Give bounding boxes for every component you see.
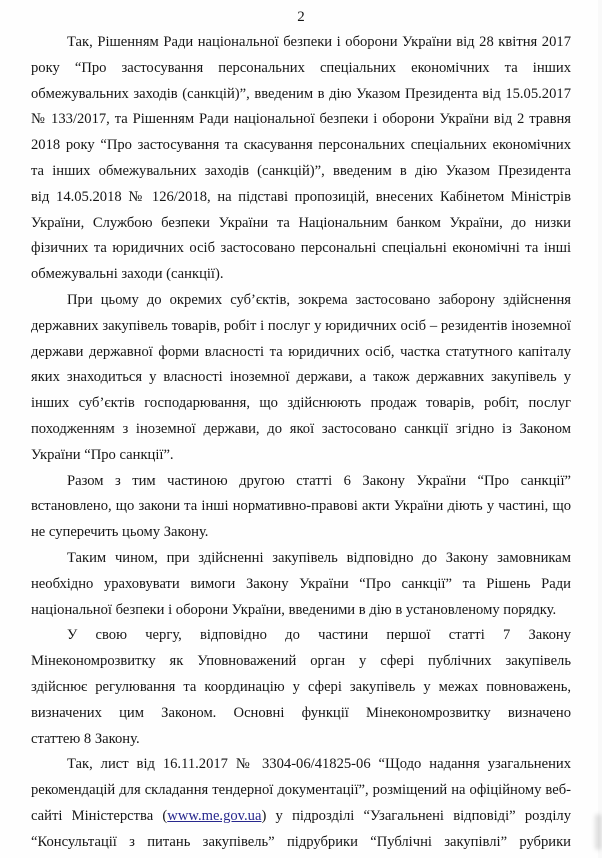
text-line: рекомендацій для складання тендерної документації”, розміщений на офіційному веб- [31,782,571,799]
text-line: інших суб’єктів господарювання, що здійснюють продаж товарів, робіт, послуг [31,395,571,412]
text-line: Разом з тим частиною другою статті 6 Закону України “Про санкції” [67,472,571,489]
line-segment: сайті Міністерства ( [31,807,168,824]
paragraph [31,752,571,855]
text-line: необхідно ураховувати вимоги Закону України “Про санкції” та Рішень Ради [31,575,571,592]
text-line: не суперечить цьому Закону. [31,524,209,541]
scan-artifact [595,814,602,850]
text-line: Так, Рішенням Ради національної безпеки і оборони України від 28 квітня 2017 [67,34,571,50]
text-line: України “Про санкції”. [31,446,174,463]
scan-edge-shade [598,0,602,858]
text-line: Так, лист від 16.11.2017 № 3304-06/41825-06 “Щодо надання узагальнених [67,756,571,773]
text-line: статтею 8 Закону. [31,730,140,747]
text-line: 2018 року “Про застосування та скасування персональних спеціальних економічних [31,137,571,154]
text-line: фізичних та юридичних осіб застосовано персональні спеціальні економічні та інші [31,240,571,257]
line-segment: ) у підрозділі “Узагальнені відповіді” розділу [261,807,571,824]
text-line: року “Про застосування персональних спеціальних економічних та інших [31,59,571,76]
text-line: національної безпеки і оборони України, введеними в дію в установленому порядку. [31,601,557,618]
text-line: Таким чином, при здійсненні закупівель відповідно до Закону замовникам [67,549,571,566]
text-line: обмежувальні заходи (санкції). [31,266,224,283]
text-line: обмежувальних заходів (санкцій)”, введеним в дію Указом Президента від 15.05.2017 [31,85,571,102]
text-line: держави державної форми власності та юридичних осіб, частка статутного капіталу [31,343,571,360]
document-body [31,30,571,856]
paragraph [31,623,571,752]
text-line: України, Службою безпеки України та Національним банком України, до низки [31,214,571,231]
page-number: 2 [297,9,305,25]
text-line: При цьому до окремих суб’єктів, зокрема застосовано заборону здійснення [67,291,571,308]
text-line: походженням з іноземної держави, до якої застосовано санкції згідно із Законом [31,420,571,437]
paragraph [31,469,571,546]
paragraph [31,288,571,469]
text-line: визначених цим Законом. Основні функції Мінекономрозвитку визначено [31,704,571,721]
text-line: встановлено, що закони та інші нормативно-правові акти України діють у частині, що [31,498,571,515]
text-line: Мінекономрозвитку як Уповноважений орган у сфері публічних закупівель [31,653,571,670]
text-line: та інших обмежувальних заходів (санкцій)”, введеним в дію Указом Президента [31,162,571,179]
paragraph [31,546,571,623]
text-line: державних закупівель товарів, робіт і послуг у юридичних осіб – резидентів іноземної [31,317,571,334]
me-gov-link[interactable]: www.me.gov.ua [167,807,262,824]
text-line: У свою чергу, відповідно до частини першої статті 7 Закону [67,627,571,644]
paragraph [31,30,571,288]
text-line: здійснює регулювання та координацію у сфері закупівель у межах повноважень, [31,678,571,695]
text-line: від 14.05.2018 № 126/2018, на підставі пропозицій, внесених Кабінетом Міністрів [31,188,571,205]
text-line: яких знаходиться у власності іноземної держави, а також державних закупівель у [31,369,571,386]
text-line: № 133/2017, та Рішенням Ради національної безпеки і оборони України від 2 травня [31,111,571,128]
text-line: “Консультації з питань закупівель” підрубрики “Публічні закупівлі” рубрики [31,833,571,850]
text-line [31,804,571,830]
